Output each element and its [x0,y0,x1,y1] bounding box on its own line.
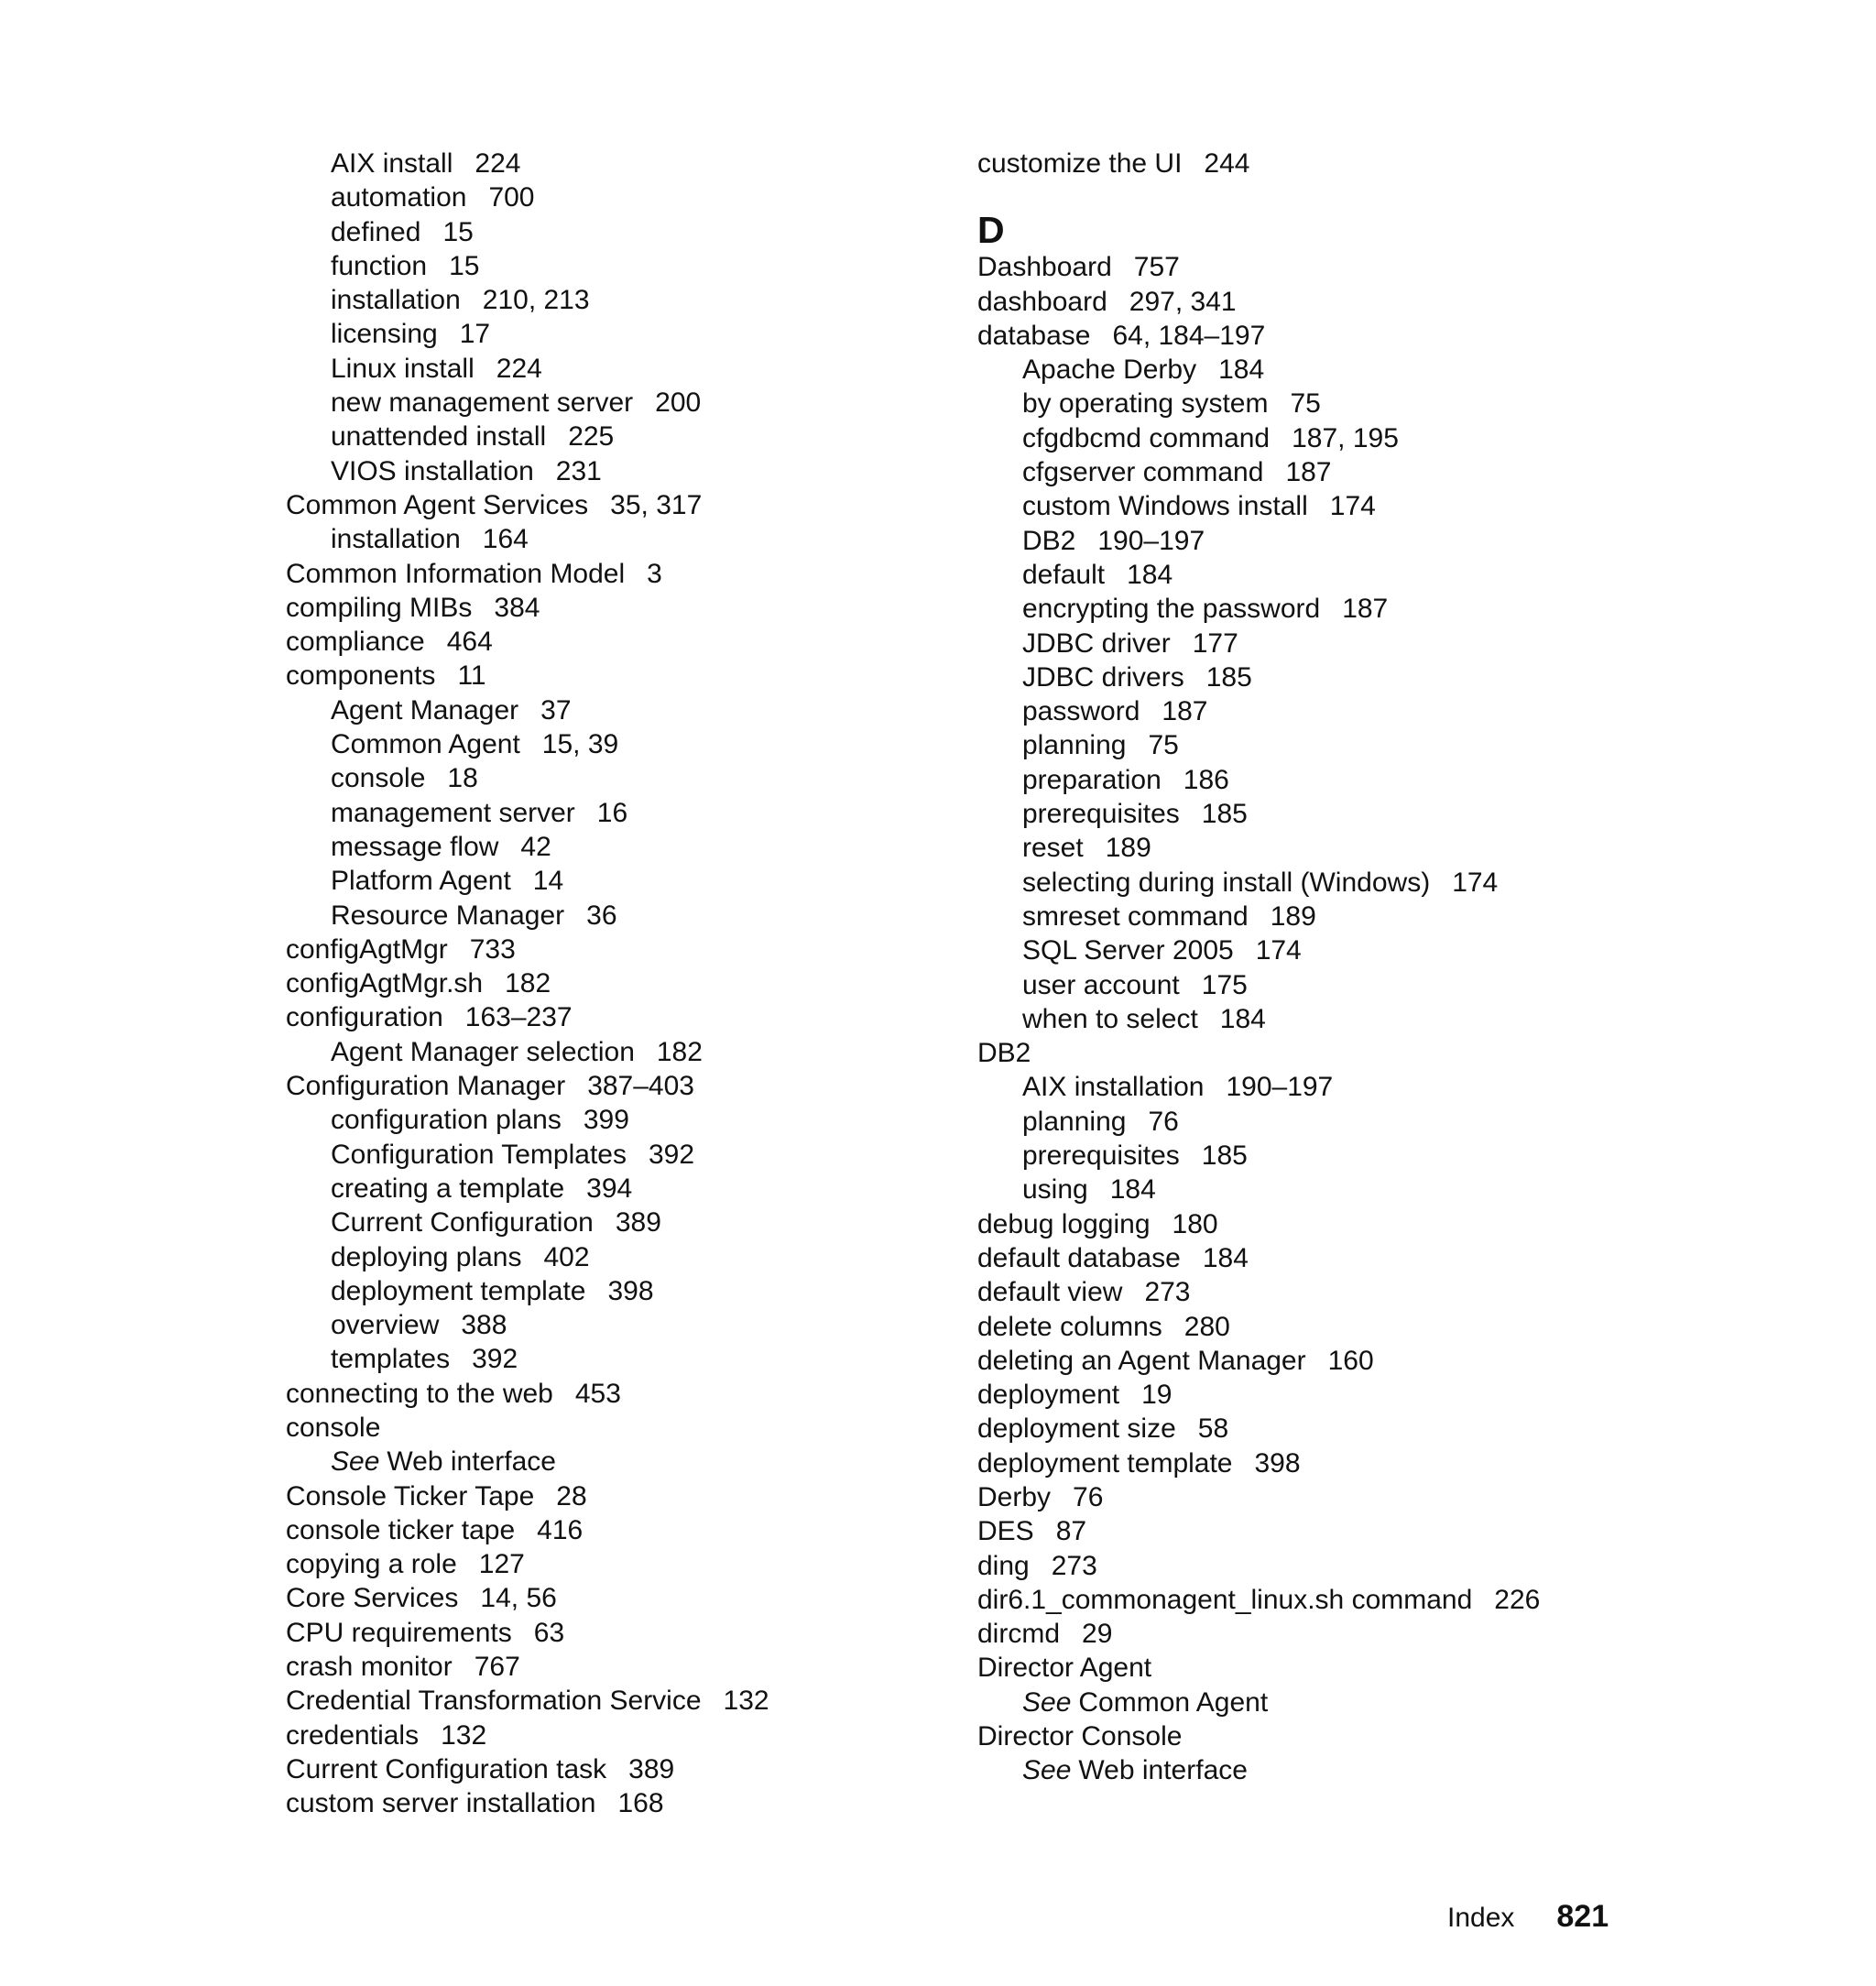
index-term: message flow [331,831,499,862]
index-subentry [286,693,927,727]
page-references: 185 [1201,1140,1248,1172]
index-subentry [286,1308,927,1342]
page-references: 187 [1342,594,1389,625]
index-term: dir6.1_commonagent_linux.sh command [977,1584,1473,1615]
index-subentry [977,797,1674,831]
index-term: ding [977,1550,1030,1581]
index-term: cfgdbcmd command [1022,422,1271,453]
index-subentry [977,763,1674,797]
index-term: overview [331,1310,440,1341]
index-subentry [286,147,927,180]
index-subentry [286,1035,927,1069]
page-references: 184 [1109,1174,1156,1206]
page-references: 184 [1202,1242,1249,1273]
page-references: 132 [723,1686,769,1717]
index-term: Web interface [1078,1755,1248,1786]
page-footer [1447,1898,1609,1937]
index-term: deployment template [331,1275,586,1306]
index-entry [286,966,927,1000]
index-term: deleting an Agent Manager [977,1345,1306,1376]
page-references: 160 [1327,1345,1374,1376]
index-entry [977,1446,1674,1480]
index-term: Configuration Manager [286,1071,566,1102]
index-subentry [977,933,1674,967]
index-term: delete columns [977,1311,1162,1342]
index-subentry [286,796,927,830]
index-term: default database [977,1242,1181,1273]
index-subentry [286,283,927,317]
index-term: Resource Manager [331,900,565,931]
index-term: console [331,763,426,794]
index-term: encrypting the password [1022,594,1321,625]
page-references: 19 [1141,1380,1172,1411]
page-references: 187 [1285,457,1332,488]
index-term: automation [331,182,467,213]
page-references: 384 [494,592,540,623]
index-term: VIOS installation [331,455,534,486]
index-term: Core Services [286,1583,459,1614]
page-references: 733 [469,933,516,965]
index-term: Current Configuration [331,1207,594,1239]
page-references: 15 [449,250,480,281]
page-references: 224 [496,353,542,384]
index-term: credentials [286,1719,420,1751]
page-references: 757 [1133,252,1180,283]
index-term: console [286,1412,381,1443]
index-subentry [977,1105,1674,1139]
page-references: 37 [540,694,572,726]
index-term: database [977,320,1091,351]
index-term: configAgtMgr [286,933,448,965]
index-term: default view [977,1277,1123,1308]
index-term: installation [331,524,461,555]
index-subentry [286,864,927,898]
index-term: configuration plans [331,1105,562,1136]
index-term: Director Agent [977,1653,1152,1684]
index-term: CPU requirements [286,1617,512,1648]
page-references: 11 [457,660,486,692]
index-term: copying a role [286,1549,457,1580]
index-term: Credential Transformation Service [286,1686,702,1717]
index-term: function [331,250,428,281]
page-references: 226 [1494,1584,1541,1615]
index-entry [977,1241,1674,1275]
index-term: AIX install [331,148,453,179]
index-term: customize the UI [977,148,1183,179]
page-references: 280 [1183,1311,1230,1342]
index-entry [977,1412,1674,1446]
index-term: Common Agent [1078,1686,1269,1718]
page-references: 767 [474,1652,520,1683]
index-subentry [977,524,1674,558]
index-term: planning [1022,730,1127,761]
index-term: defined [331,216,421,247]
index-entry [286,1719,927,1752]
page-references: 18 [447,763,478,794]
page-references: 174 [1329,491,1376,522]
page-references: 700 [488,182,535,213]
page-number: 821 [1556,1899,1609,1934]
index-term: management server [331,797,575,828]
page-references: 182 [656,1036,703,1067]
index-subentry [286,215,927,249]
index-subentry [977,1070,1674,1104]
index-subentry [286,727,927,761]
index-term: crash monitor [286,1652,453,1683]
index-subentry [977,694,1674,728]
index-term: Platform Agent [331,866,511,897]
page-references: 64, 184–197 [1112,320,1266,351]
page-references: 14 [532,866,564,897]
page-references: 185 [1201,799,1248,830]
index-term: Current Configuration task [286,1753,607,1784]
index-term: when to select [1022,1003,1198,1034]
index-subentry [286,1172,927,1206]
index-entry [286,1069,927,1103]
index-term: Linux install [331,353,474,384]
page-references: 28 [556,1480,587,1511]
index-term: Common Agent Services [286,489,589,520]
index-term: AIX installation [1022,1072,1205,1103]
index-subentry [286,180,927,214]
index-right-main-entries [977,250,1674,1787]
page-references: 174 [1255,935,1302,966]
index-entry [286,933,927,966]
page-references: 87 [1055,1516,1087,1547]
index-entry [286,557,927,591]
index-term: unattended install [331,421,547,453]
index-subentry [977,1139,1674,1173]
index-term: licensing [331,319,438,350]
index-entry [286,488,927,522]
page-references: 453 [574,1378,621,1409]
page-references: 398 [607,1275,654,1306]
index-term: JDBC driver [1022,627,1171,659]
index-subentry [977,831,1674,865]
index-term: custom server installation [286,1788,596,1819]
index-term: dashboard [977,286,1107,317]
see-reference-label: See [1022,1686,1072,1718]
index-subentry [286,420,927,453]
index-entry [977,1480,1674,1514]
index-term: compiling MIBs [286,592,473,623]
page-references: 132 [441,1719,487,1751]
page-references: 389 [628,1753,675,1784]
page-references: 177 [1192,627,1238,659]
page-references: 36 [586,900,617,931]
index-entry [977,1310,1674,1344]
index-right-top-entries [977,147,1674,180]
index-subentry [286,522,927,556]
index-subentry [977,387,1674,420]
page-references: 225 [568,421,615,453]
index-entry [977,1378,1674,1412]
index-subentry [286,1103,927,1137]
page-references: 76 [1148,1106,1179,1137]
page-references: 210, 213 [482,285,590,316]
index-entry [977,1651,1674,1685]
page-references: 184 [1218,355,1265,386]
see-reference-label: See [1022,1755,1072,1786]
page-references: 174 [1452,867,1499,898]
index-term: Dashboard [977,252,1112,283]
index-right-column [977,147,1674,1788]
index-term: cfgserver command [1022,457,1264,488]
index-term: Configuration Templates [331,1139,627,1170]
index-entry [977,1036,1674,1070]
index-entry [286,1616,927,1650]
index-term: prerequisites [1022,1140,1180,1172]
footer-label: Index [1447,1903,1515,1933]
index-term: connecting to the web [286,1378,553,1409]
index-subentry [286,1342,927,1376]
page-references: 168 [617,1788,664,1819]
index-subentry [286,317,927,351]
page-references: 187, 195 [1292,422,1399,453]
page-references: 394 [586,1173,633,1204]
page-references: 63 [533,1617,565,1648]
page-references: 42 [520,831,551,862]
index-subentry [286,1206,927,1239]
index-term: by operating system [1022,388,1269,420]
index-term: prerequisites [1022,799,1180,830]
index-entry [286,659,927,693]
page-references: 402 [543,1241,590,1272]
index-subentry [977,900,1674,933]
index-entry [286,591,927,625]
index-subentry [977,1753,1674,1787]
index-entry [286,1411,927,1445]
index-entry [977,285,1674,319]
page-references: 388 [461,1310,507,1341]
index-subentry [286,1138,927,1172]
index-subentry [286,352,927,386]
page-references: 244 [1204,148,1250,179]
index-subentry [286,830,927,864]
index-subentry [977,968,1674,1002]
index-entry [286,1786,927,1820]
page-references: 392 [648,1139,695,1170]
page-references: 29 [1082,1619,1113,1650]
page-references: 16 [596,797,628,828]
index-subentry [977,627,1674,660]
index-subentry [977,455,1674,489]
page-references: 186 [1183,764,1229,795]
index-term: planning [1022,1106,1127,1137]
index-entry [977,1344,1674,1378]
index-entry [977,250,1674,284]
page-references: 127 [478,1549,525,1580]
page-references: 75 [1290,388,1321,420]
index-subentry [977,866,1674,900]
page-references: 190–197 [1097,525,1205,556]
index-term: components [286,660,436,692]
page-references: 15, 39 [541,729,619,760]
index-subentry [977,1173,1674,1206]
index-term: default [1022,559,1106,590]
page-references: 189 [1270,900,1316,932]
index-term: deploying plans [331,1241,522,1272]
index-term: debug logging [977,1208,1151,1239]
index-entry [977,1583,1674,1617]
index-term: Apache Derby [1022,355,1197,386]
page-references: 17 [459,319,491,350]
page-references: 14, 56 [480,1583,557,1614]
index-term: user account [1022,969,1180,1000]
index-term: Director Console [977,1721,1183,1752]
index-entry [286,1479,927,1513]
index-term: DB2 [1022,525,1076,556]
index-term: using [1022,1174,1088,1206]
index-term: custom Windows install [1022,491,1308,522]
page-references: 273 [1051,1550,1097,1581]
page-references: 185 [1205,661,1252,693]
index-entry [286,1684,927,1718]
page-references: 163–237 [464,1002,573,1033]
page-references: 190–197 [1226,1072,1334,1103]
index-term: Web interface [387,1446,556,1478]
index-subentry [286,1274,927,1308]
page-references: 189 [1105,833,1151,864]
page-references: 416 [537,1514,584,1545]
index-entry [977,1207,1674,1241]
index-term: deployment size [977,1413,1176,1445]
index-subentry [977,421,1674,455]
index-subentry [286,899,927,933]
index-term: Common Agent [331,729,520,760]
index-term: dircmd [977,1619,1061,1650]
index-subentry [977,1002,1674,1036]
index-term: templates [331,1344,451,1375]
page-references: 75 [1148,730,1179,761]
index-left-column [286,147,927,1821]
index-term: configAgtMgr.sh [286,968,484,999]
index-entry [286,1752,927,1786]
page-references: 273 [1144,1277,1191,1308]
index-term: creating a template [331,1173,565,1204]
index-subentry [977,558,1674,592]
index-subentry [977,353,1674,387]
page-references: 175 [1201,969,1248,1000]
page-references: 297, 341 [1129,286,1237,317]
page-references: 231 [555,455,602,486]
index-entry [286,1581,927,1615]
index-term: selecting during install (Windows) [1022,867,1431,898]
page-references: 180 [1172,1208,1218,1239]
page-references: 76 [1073,1481,1104,1512]
page-references: 399 [583,1105,629,1136]
index-term: compliance [286,627,425,658]
index-subentry [977,1686,1674,1719]
page-references: 58 [1197,1413,1229,1445]
index-term: smreset command [1022,900,1249,932]
index-term: Console Ticker Tape [286,1480,535,1511]
index-term: deployment template [977,1447,1233,1479]
index-entry [286,1650,927,1684]
index-entry [286,1377,927,1411]
index-subentry [286,386,927,420]
page-references: 398 [1254,1447,1301,1479]
index-term: deployment [977,1380,1120,1411]
page-references: 387–403 [587,1071,694,1102]
index-subentry [286,249,927,283]
index-term: Derby [977,1481,1052,1512]
index-entry [286,1547,927,1581]
index-term: installation [331,285,461,316]
page-references: 184 [1127,559,1173,590]
index-subentry [977,489,1674,523]
index-subentry [286,1240,927,1274]
page-references: 3 [647,558,662,589]
page-references: 184 [1219,1003,1266,1034]
index-entry [977,147,1674,180]
index-term: preparation [1022,764,1162,795]
index-entry [977,1617,1674,1651]
index-entry [977,1275,1674,1309]
index-term: SQL Server 2005 [1022,935,1234,966]
index-subentry [977,660,1674,694]
index-entry [286,1513,927,1547]
page-references: 224 [474,148,521,179]
index-entry [977,1719,1674,1753]
index-subentry [286,1445,927,1479]
index-term: Agent Manager [331,694,519,726]
index-entry [286,1000,927,1034]
page-references: 15 [442,216,474,247]
index-term: JDBC drivers [1022,661,1184,693]
page-references: 200 [655,387,702,419]
index-term: DES [977,1516,1034,1547]
index-term: password [1022,696,1140,727]
index-term: reset [1022,833,1084,864]
index-term: Agent Manager selection [331,1036,635,1067]
index-term: console ticker tape [286,1514,516,1545]
index-subentry [977,592,1674,626]
page-references: 464 [446,627,493,658]
index-term: Common Information Model [286,558,626,589]
page-references: 164 [482,524,529,555]
index-subentry [286,454,927,488]
page-references: 182 [505,968,551,999]
index-subentry [977,728,1674,762]
index-term: new management server [331,387,634,419]
page-references: 187 [1162,696,1208,727]
page-references: 35, 317 [610,489,703,520]
index-subentry [286,761,927,795]
index-entry [977,1514,1674,1548]
page-references: 389 [615,1207,661,1239]
section-letter-heading: D [977,209,1005,252]
index-entry [977,1549,1674,1583]
see-reference-label: See [331,1446,380,1478]
index-term: configuration [286,1002,443,1033]
page-references: 392 [472,1344,518,1375]
index-entry [286,625,927,659]
index-entry [977,319,1674,353]
index-term: DB2 [977,1038,1031,1069]
